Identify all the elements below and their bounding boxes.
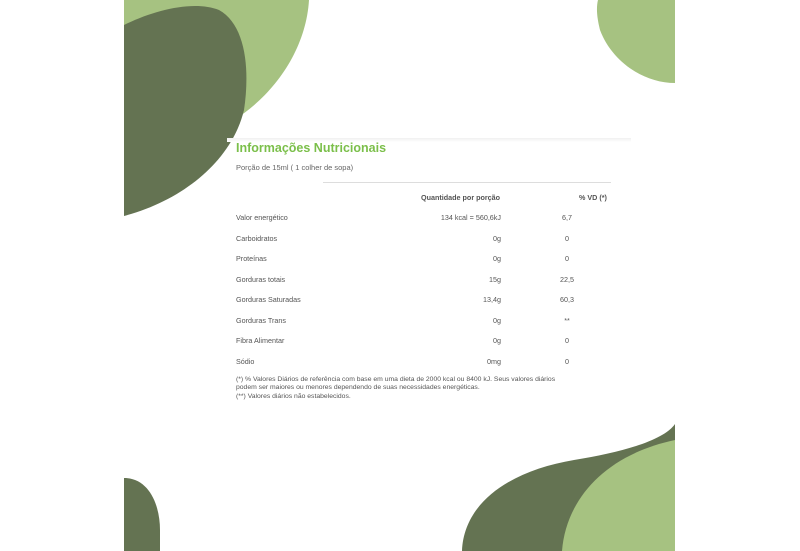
nutrition-title: Informações Nutricionais [236,141,387,155]
nutrient-vd: 0 [565,254,569,263]
table-row [227,254,631,266]
table-row [227,316,631,328]
nutrient-name: Gorduras Saturadas [236,295,301,304]
nutrient-quantity: 0g [493,233,501,243]
portion-text: Porção de 15ml ( 1 colher de sopa) [236,163,354,172]
nutrient-name: Valor energético [236,213,288,222]
nutrient-quantity: 0g [493,336,501,345]
header-quantity: Quantidade por porção [421,193,501,202]
nutrient-vd: 60,3 [560,295,574,304]
header-divider [323,182,611,183]
nutrient-quantity: 0mg [487,356,501,366]
nutrient-vd: 22,5 [560,274,574,284]
nutrient-vd: 0 [565,336,569,345]
nutrient-quantity: 0g [493,315,501,325]
blob-top-right-light [597,0,675,83]
nutrient-quantity: 13,4g [483,295,501,304]
nutrient-vd: 0 [565,233,569,243]
footnote-line: (**) Valores diários não estabelecidos. [236,392,351,400]
nutrient-name: Gorduras Trans [236,315,286,325]
table-row [227,295,631,307]
nutrient-name: Carboidratos [236,233,278,243]
nutrient-vd: 6,7 [562,213,572,222]
blob-bottom-left-dark [124,478,160,551]
nutrient-vd: 0 [565,356,569,366]
nutrient-name: Gorduras totais [236,274,286,284]
table-row [227,275,631,287]
table-row [227,357,631,369]
table-row [227,336,631,348]
blob-top-left-dark [124,6,246,216]
nutrient-name: Fibra Alimentar [236,336,285,345]
footnote-line: podem ser maiores ou menores dependendo de suas necessidades energéticas. [236,384,480,392]
nutrient-vd: ** [564,315,570,325]
nutrient-quantity: 0g [493,254,501,263]
nutrient-quantity: 134 kcal = 560,6kJ [440,213,501,222]
nutrient-name: Sódio [236,356,255,366]
header-vd: % VD (*) [579,193,607,202]
footnote-line: (*) % Valores Diários de referência com base em uma dieta de 2000 kcal ou 8400 kJ. Seus valores diários [236,376,556,383]
nutrient-quantity: 15g [489,274,501,284]
nutrition-card [124,0,675,551]
nutrient-name: Proteínas [236,254,267,263]
footnotes [236,376,616,401]
table-row [227,234,631,246]
table-row [227,213,631,225]
